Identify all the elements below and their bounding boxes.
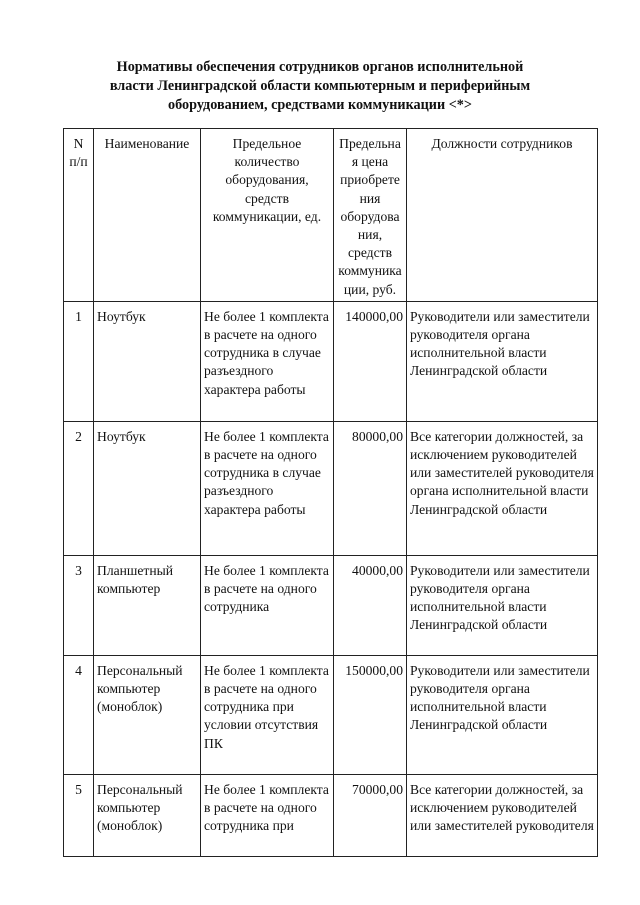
- table-row: [64, 555, 598, 655]
- cell-positions: Все категории должностей, за исключением руководителей или заместителей руководителя: [407, 774, 598, 856]
- cell-price: 70000,00: [334, 774, 407, 856]
- cell-positions: Руководители или заместители руководителя органа исполнительной власти Ленинградской области: [407, 655, 598, 774]
- table-row: [64, 655, 598, 774]
- header-price: Предельная цена приобретения оборудования, средств коммуникации, руб.: [334, 129, 407, 302]
- cell-price: 150000,00: [334, 655, 407, 774]
- cell-qty: Не более 1 комплекта в расчете на одного сотрудника при условии отсутствия ПК: [201, 655, 334, 774]
- title-line-3: оборудованием, средствами коммуникации <*>: [168, 97, 472, 113]
- header-name: Наименование: [94, 129, 201, 302]
- cell-num: 2: [64, 421, 94, 555]
- table-row: [64, 774, 598, 856]
- title-line-2: власти Ленинградской области компьютерным и периферийным: [109, 78, 531, 94]
- header-qty: Предельное количество оборудования, средств коммуникации, ед.: [201, 129, 334, 302]
- cell-price: 140000,00: [334, 301, 407, 421]
- header-num: N п/п: [64, 129, 94, 302]
- cell-positions: Руководители или заместители руководителя органа исполнительной власти Ленинградской области: [407, 555, 598, 655]
- cell-num: 4: [64, 655, 94, 774]
- cell-name: Персональный компьютер (моноблок): [94, 655, 201, 774]
- table-row: [64, 301, 598, 421]
- cell-price: 40000,00: [334, 555, 407, 655]
- cell-qty: Не более 1 комплекта в расчете на одного сотрудника в случае разъездного характера работы: [201, 421, 334, 555]
- cell-price: 80000,00: [334, 421, 407, 555]
- cell-qty: Не более 1 комплекта в расчете на одного сотрудника в случае разъездного характера работы: [201, 301, 334, 421]
- cell-positions: Все категории должностей, за исключением руководителей или заместителей руководителя органа исполнительной власти Ленинградской области: [407, 421, 598, 555]
- cell-name: Ноутбук: [94, 301, 201, 421]
- title-line-1: Нормативы обеспечения сотрудников органов исполнительной: [116, 59, 524, 75]
- header-positions: Должности сотрудников: [407, 129, 598, 302]
- cell-name: Планшетный компьютер: [94, 555, 201, 655]
- cell-positions: Руководители или заместители руководителя органа исполнительной власти Ленинградской области: [407, 301, 598, 421]
- table-header-row: [64, 129, 598, 302]
- cell-qty: Не более 1 комплекта в расчете на одного сотрудника при: [201, 774, 334, 856]
- document-title: [60, 58, 580, 115]
- cell-num: 1: [64, 301, 94, 421]
- cell-num: 5: [64, 774, 94, 856]
- cell-num: 3: [64, 555, 94, 655]
- cell-name: Ноутбук: [94, 421, 201, 555]
- cell-qty: Не более 1 комплекта в расчете на одного сотрудника: [201, 555, 334, 655]
- cell-name: Персональный компьютер (моноблок): [94, 774, 201, 856]
- table-row: [64, 421, 598, 555]
- norms-table: [63, 128, 598, 857]
